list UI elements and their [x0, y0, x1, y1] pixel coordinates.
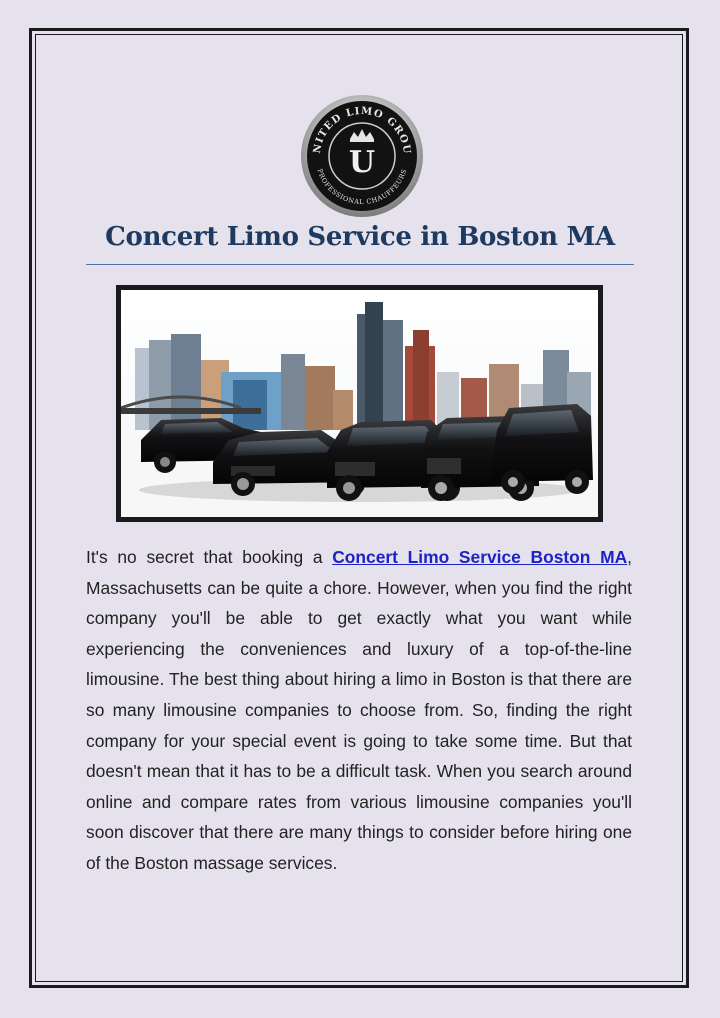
limo-fleet-skyline-photo [116, 285, 603, 522]
page-title: Concert Limo Service in Boston MA [105, 222, 615, 252]
sprinter-van [491, 404, 593, 494]
paragraph-lead: It's no secret that booking a [86, 547, 333, 567]
body-paragraph [86, 542, 632, 879]
logo-initial: U [348, 145, 376, 180]
logo-top-text: NITED LIMO GROU [311, 105, 413, 156]
logo-bottom-text: PROFESSIONAL CHAUFFEURS [315, 167, 409, 207]
company-logo [300, 94, 424, 218]
concert-limo-service-link[interactable]: Concert Limo Service Boston MA [332, 547, 628, 567]
title-underline-divider [86, 264, 634, 265]
paragraph-rest: , Massachusetts can be quite a chore. However, when you find the right company you'll be able to get exactly what you want while experiencing the conveniences and luxury of a top-of-the-line limousine. The best thing about hiring a limo in Boston is that there are so many limousine companies to choose from. So, finding the right company for your special event is going to take some time. But that doesn't mean that it has to be a difficult task. When you search around online and compare rates from various limousine companies you'll soon discover that there are many things to consider before hiring one of the Boston massage services. [86, 547, 633, 873]
